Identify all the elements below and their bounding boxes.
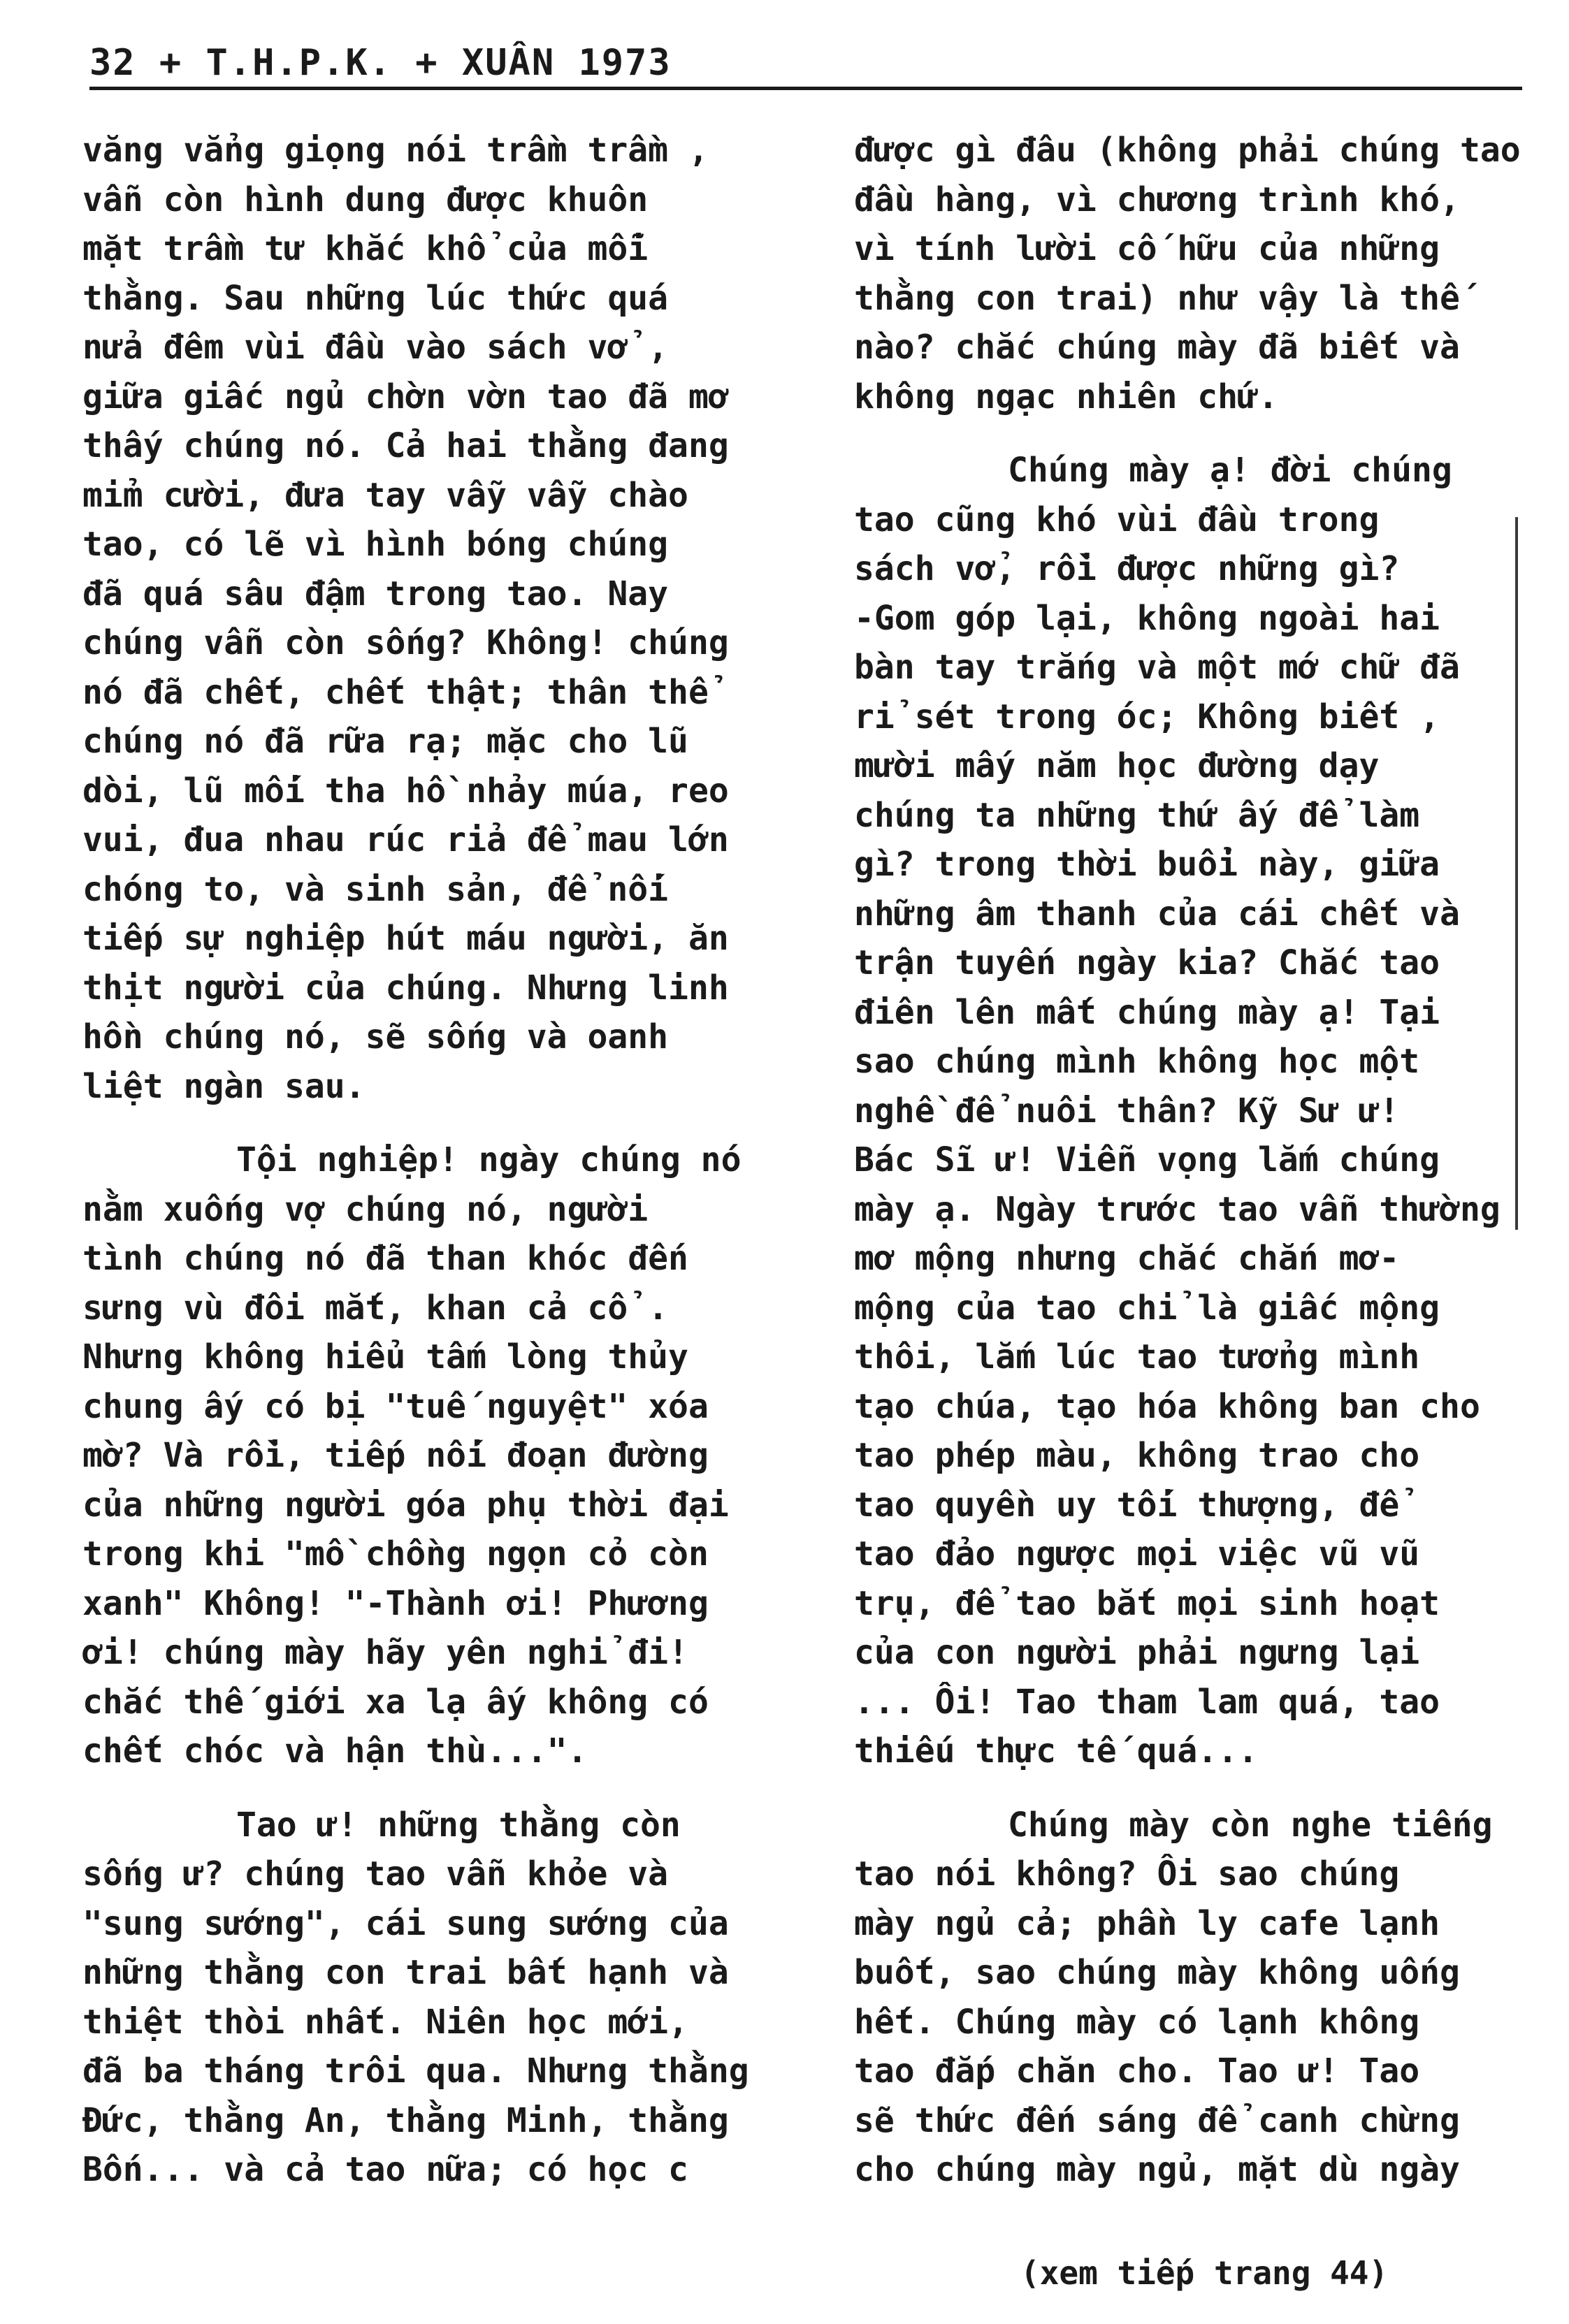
- paragraph: [82, 1801, 781, 2195]
- text-line: được gì đâu (không phải chúng tao: [854, 131, 1521, 170]
- text-line: vui, đua nhau rúc rỉa để mau lớn: [82, 820, 729, 859]
- text-line: nghề để nuôi thân? Kỹ Sư ư!: [854, 1091, 1400, 1131]
- paragraph-gap: [854, 1776, 1553, 1801]
- text-line: ... Ôi! Tao tham lam quá, tao: [854, 1682, 1440, 1722]
- text-line: vẫn còn hình dung được khuôn: [82, 180, 649, 219]
- text-line: trong khi "mồ chồng ngọn cỏ còn: [82, 1534, 709, 1574]
- text-line: tao phép màu, không trao cho: [854, 1436, 1420, 1475]
- text-line: sưng vù đôi mắt, khan cả cổ .: [82, 1288, 669, 1328]
- text-line: thiếu thực tế quá...: [854, 1731, 1258, 1771]
- text-line: Bốn... và cả tao nữa; có học c: [82, 2150, 688, 2189]
- text-line: Nhưng không hiểu tấm lòng thủy: [82, 1337, 688, 1377]
- text-line: điên lên mất chúng mày ạ! Tại: [854, 992, 1440, 1032]
- text-line: thiệt thòi nhất. Niên học mới,: [82, 2002, 688, 2042]
- text-line: thôi, lắm lúc tao tưởng mình: [854, 1337, 1420, 1377]
- text-line: chóng to, và sinh sản, để nối: [82, 869, 669, 909]
- text-line: tình chúng nó đã than khóc đến: [82, 1239, 688, 1278]
- text-line: mỉm cười, đưa tay vẫy vẫy chào: [82, 475, 688, 515]
- continuation-note: (xem tiếp trang 44): [1020, 2254, 1389, 2292]
- text-line: đã quá sâu đậm trong tao. Nay: [82, 574, 669, 613]
- text-line: tao đảo ngược mọi việc vũ vũ: [854, 1534, 1420, 1574]
- text-line: chúng nó đã rữa rạ; mặc cho lũ: [82, 722, 688, 761]
- text-line: không ngạc nhiên chứ.: [854, 377, 1278, 416]
- text-line: rỉ sét trong óc; Không biết ,: [854, 697, 1440, 736]
- text-line: tiếp sự nghiệp hút máu người, ăn: [82, 919, 729, 958]
- text-line: chắc thế giới xa lạ ấy không có: [82, 1682, 709, 1722]
- text-line: Chúng mày còn nghe tiếng: [1008, 1805, 1493, 1845]
- text-line: của những người góa phụ thời đại: [82, 1485, 729, 1525]
- text-line: nào? chắc chúng mày đã biết và: [854, 328, 1460, 367]
- text-line: tao, có lẽ vì hình bóng chúng: [82, 525, 669, 564]
- text-line: mộng của tao chỉ là giấc mộng: [854, 1288, 1440, 1328]
- paragraph-gap: [854, 421, 1553, 446]
- right-column: [854, 126, 1553, 2195]
- text-line: Tao ư! những thằng còn: [236, 1805, 681, 1845]
- paragraph-gap: [82, 1111, 781, 1135]
- left-column: [82, 126, 781, 2195]
- text-line: trận tuyến ngày kia? Chắc tao: [854, 943, 1440, 982]
- text-line: thịt người của chúng. Nhưng linh: [82, 968, 729, 1008]
- text-line: tao đắp chăn cho. Tao ư! Tao: [854, 2051, 1420, 2091]
- text-line: Chúng mày ạ! đời chúng: [1008, 451, 1452, 490]
- text-line: sách vở, rồi được những gì?: [854, 549, 1400, 588]
- text-line: những thằng con trai bất hạnh và: [82, 1953, 729, 1992]
- text-line: nó đã chết, chết thật; thân thể: [82, 672, 709, 712]
- margin-line: [1515, 517, 1518, 1230]
- text-line: tao cũng khó vùi đầu trong: [854, 500, 1380, 539]
- text-line: thấy chúng nó. Cả hai thằng đang: [82, 426, 729, 465]
- text-line: -Gom góp lại, không ngoài hai: [854, 598, 1440, 638]
- text-line: những âm thanh của cái chết và: [854, 894, 1460, 934]
- text-line: xanh" Không! "-Thành ơi! Phương: [82, 1583, 709, 1623]
- text-line: mày ạ. Ngày trước tao vẫn thường: [854, 1189, 1501, 1229]
- text-line: vì tính lười cố hữu của những: [854, 229, 1440, 268]
- text-line: của con người phải ngưng lại: [854, 1633, 1420, 1672]
- text-line: giữa giấc ngủ chờn vờn tao đã mơ: [82, 377, 729, 416]
- text-line: mờ? Và rồi, tiếp nối đoạn đường: [82, 1436, 709, 1475]
- paragraph: [82, 126, 781, 1111]
- text-line: tao nói không? Ôi sao chúng: [854, 1854, 1400, 1894]
- text-line: sao chúng mình không học một: [854, 1042, 1420, 1081]
- text-line: đã ba tháng trôi qua. Nhưng thằng: [82, 2051, 749, 2091]
- text-line: gì? trong thời buổi này, giữa: [854, 845, 1440, 884]
- paragraph: [854, 126, 1553, 421]
- text-line: chúng ta những thứ ấy để làm: [854, 795, 1420, 835]
- text-line: văng vẳng giọng nói trầm trầm ,: [82, 131, 709, 170]
- text-line: mặt trầm tư khắc khổ của mỗi: [82, 229, 649, 268]
- text-line: Bác Sĩ ư! Viễn vọng lắm chúng: [854, 1140, 1440, 1179]
- text-line: "sung sướng", cái sung sướng của: [82, 1903, 729, 1943]
- text-line: Đức, thằng An, thằng Minh, thằng: [82, 2100, 729, 2140]
- text-line: nằm xuống vợ chúng nó, người: [82, 1189, 649, 1229]
- paragraph: [82, 1135, 781, 1776]
- text-line: trụ, để tao bắt mọi sinh hoạt: [854, 1583, 1440, 1623]
- text-line: liệt ngàn sau.: [82, 1066, 366, 1106]
- text-line: mày ngủ cả; phần ly cafe lạnh: [854, 1903, 1440, 1943]
- text-line: tao quyền uy tối thượng, để: [854, 1485, 1400, 1525]
- header-rule: [89, 87, 1522, 90]
- text-line: đầu hàng, vì chương trình khó,: [854, 180, 1460, 219]
- text-line: chung ấy có bị "tuế nguyệt" xóa: [82, 1386, 709, 1426]
- text-line: bàn tay trắng và một mớ chữ đã: [854, 648, 1460, 687]
- text-line: mơ mộng nhưng chắc chắn mơ-: [854, 1239, 1400, 1278]
- text-line: buốt, sao chúng mày không uống: [854, 1953, 1460, 1992]
- paragraph: [854, 1801, 1553, 2195]
- text-line: chết chóc và hận thù...".: [82, 1731, 588, 1771]
- text-line: cho chúng mày ngủ, mặt dù ngày: [854, 2150, 1460, 2189]
- text-line: hết. Chúng mày có lạnh không: [854, 2002, 1420, 2042]
- text-line: sống ư? chúng tao vẫn khỏe và: [82, 1854, 669, 1894]
- text-line: thằng. Sau những lúc thức quá: [82, 278, 669, 318]
- text-line: sẽ thức đến sáng để canh chừng: [854, 2100, 1460, 2140]
- text-line: chúng vẫn còn sống? Không! chúng: [82, 623, 729, 662]
- text-line: nửa đêm vùi đầu vào sách vở ,: [82, 328, 669, 367]
- page-header: 32 + T.H.P.K. + XUÂN 1973: [89, 42, 672, 84]
- text-line: tạo chúa, tạo hóa không ban cho: [854, 1386, 1480, 1426]
- text-line: ơi! chúng mày hãy yên nghỉ đi!: [82, 1633, 688, 1672]
- paragraph: [854, 446, 1553, 1776]
- text-line: Tội nghiệp! ngày chúng nó: [236, 1140, 742, 1179]
- text-line: hồn chúng nó, sẽ sống và oanh: [82, 1017, 669, 1056]
- paragraph-gap: [82, 1776, 781, 1801]
- text-line: dòi, lũ mối tha hồ nhảy múa, reo: [82, 771, 729, 811]
- text-line: thằng con trai) như vậy là thế: [854, 278, 1460, 318]
- text-line: mười mấy năm học đường dạy: [854, 746, 1380, 785]
